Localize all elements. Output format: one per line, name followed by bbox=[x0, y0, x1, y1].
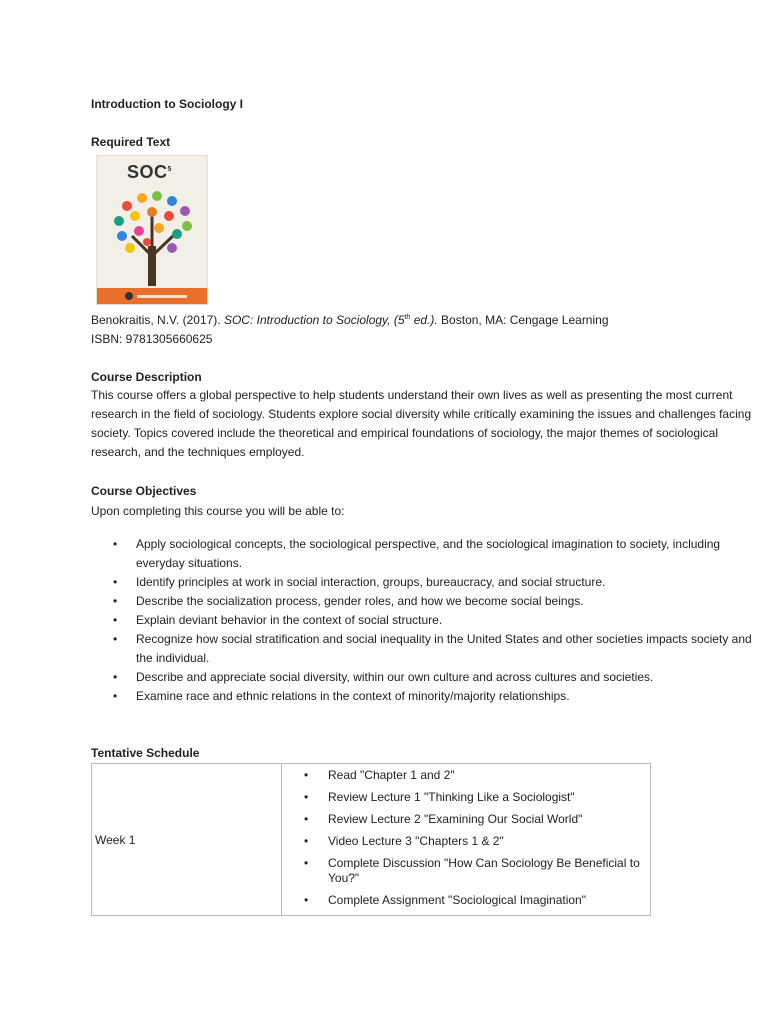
citation: Benokraitis, N.V. (2017). SOC: Introduction to Sociology, (5th ed.). Boston, MA: Cengage Learning bbox=[91, 313, 609, 327]
list-item: • Identify principles at work in social interaction, groups, bureaucracy, and social structure. bbox=[91, 573, 763, 592]
list-item: • Read "Chapter 1 and 2" bbox=[282, 768, 650, 783]
book-cover-title: SOC$^5$ bbox=[127, 162, 172, 182]
list-item: • Complete Assignment "Sociological Imagination" bbox=[282, 893, 650, 908]
objectives-list bbox=[91, 535, 763, 706]
list-item: • Describe the socialization process, gender roles, and how we become social beings. bbox=[91, 592, 763, 611]
course-description-text: This course offers a global perspective to help students understand their own lives as well as presenting the most current research in the field of sociology. Students explore social diversity while critically examining the issues and challenges facing society. Topics covered include the theoretical and empirical foundations of sociology, the major themes of sociological research, and the techniques employed. bbox=[91, 388, 752, 459]
list-item: • Recognize how social stratification and social inequality in the United States and other societies impacts society and the individual. bbox=[91, 630, 763, 668]
publisher-logo-icon bbox=[125, 292, 133, 300]
list-item: • Apply sociological concepts, the sociological perspective, and the sociological imagination to society, including everyday situations. bbox=[91, 535, 763, 573]
list-item: • Review Lecture 1 "Thinking Like a Sociologist" bbox=[282, 790, 650, 805]
isbn: ISBN: 9781305660625 bbox=[91, 332, 213, 346]
required-text-heading: Required Text bbox=[91, 135, 171, 149]
tree-illustration bbox=[97, 156, 207, 304]
list-item: • Explain deviant behavior in the context of social structure. bbox=[91, 611, 763, 630]
course-title: Introduction to Sociology I bbox=[91, 97, 243, 111]
schedule-heading: Tentative Schedule bbox=[91, 746, 200, 760]
table-row bbox=[92, 764, 651, 916]
book-cover-image bbox=[97, 156, 207, 304]
list-item: • Complete Discussion "How Can Sociology Be Beneficial to You?" bbox=[282, 856, 650, 886]
list-item: • Review Lecture 2 "Examining Our Social World" bbox=[282, 812, 650, 827]
course-objectives-heading: Course Objectives bbox=[91, 484, 197, 498]
list-item: • Examine race and ethnic relations in the context of minority/majority relationships. bbox=[91, 687, 763, 706]
tasks-cell bbox=[282, 764, 651, 916]
schedule-table bbox=[91, 763, 651, 916]
list-item: • Video Lecture 3 "Chapters 1 & 2" bbox=[282, 834, 650, 849]
tasks-list bbox=[282, 768, 650, 908]
course-description-heading: Course Description bbox=[91, 370, 202, 384]
objectives-intro: Upon completing this course you will be able to: bbox=[91, 504, 345, 518]
list-item: • Describe and appreciate social diversity, within our own culture and across cultures and societies. bbox=[91, 668, 763, 687]
week-cell: Week 1 bbox=[92, 764, 282, 916]
